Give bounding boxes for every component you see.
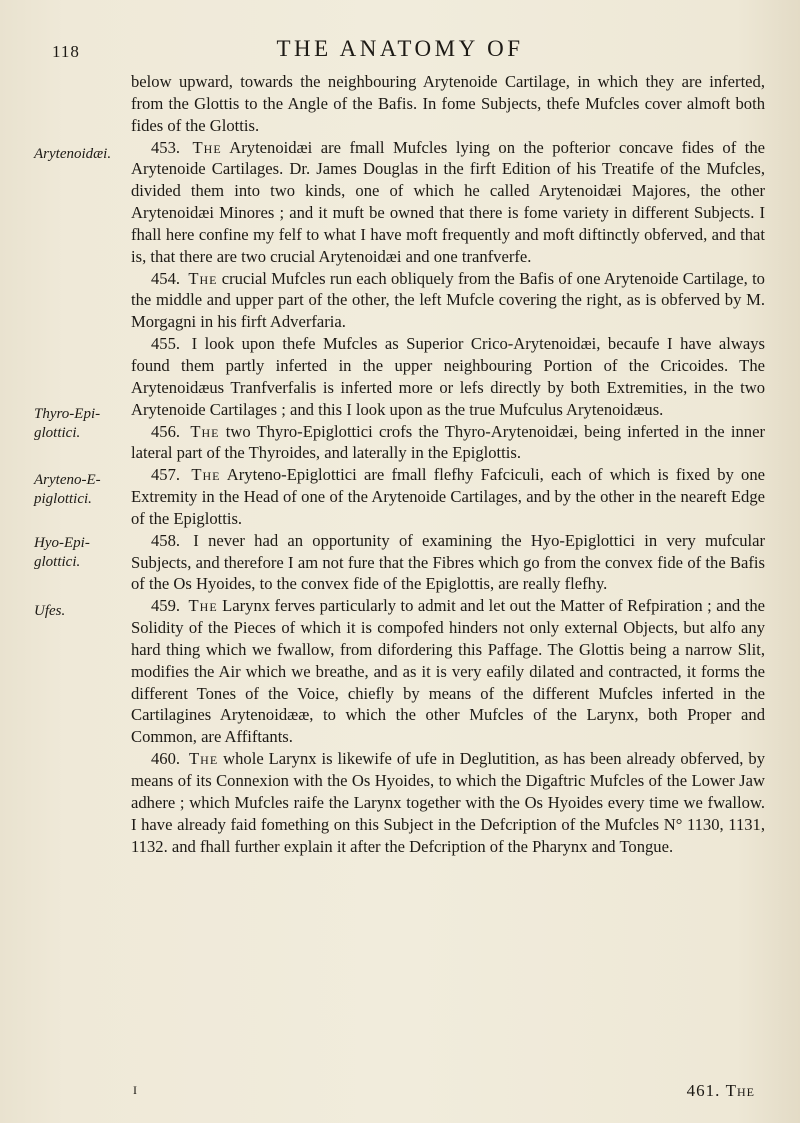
paragraph-text: crucial Mufcles run each obliquely from the Bafis of one Arytenoide Cartilage, to the middle and upper part of the other, the left Mufcle covering the right, as is obferved by M. Morgagni in his firft Adverfaria. (131, 268, 765, 332)
body-text (131, 71, 765, 857)
margin-note-aryteno-epiglottici: Aryteno-E-piglottici. (34, 472, 101, 507)
paragraph-number: 458. (151, 530, 181, 550)
paragraph-454 (131, 268, 765, 334)
paragraph-459 (131, 595, 765, 748)
paragraph-continued (131, 71, 765, 137)
paragraph-text: I look upon thefe Mufcles as Superior Crico-Arytenoidæi, becaufe I have always found them partly inferted in the upper neighbouring Portion of the Cricoides. The Arytenoidæus Tranfverfalis is inferted more or lefs directly by both Extremities, in the two Arytenoide Cartilages ; and this I look upon as the true Mufculus Arytenoidæus. (131, 334, 765, 419)
paragraph-lead-word: The (190, 421, 220, 441)
paragraph-457 (131, 464, 765, 530)
margin-note-arytenoidaei: Arytenoidæi. (34, 146, 112, 162)
signature-mark: I (133, 1083, 137, 1097)
paragraph-number: 454. (151, 268, 181, 288)
paragraph-number: 456. (151, 421, 181, 441)
margin-note-thyro-epiglottici: Thyro-Epi-glottici. (34, 406, 101, 441)
paragraph-text: below upward, towards the neighbouring Arytenoide Cartilage, in which they are inferted, from the Glottis to the Angle of the Bafis. In fome Subjects, thefe Mufcles cover almoft both fides of the Glottis. (131, 72, 765, 135)
paragraph-text: Arytenoidæi are fmall Mufcles lying on the pofterior concave fides of the Arytenoide Cartilages. Dr. James Douglas in the firft Edition of his Treatife of the Mufcles, divided them into two kinds, one of which he called Arytenoidæi Majores, the other Arytenoidæi Minores ; and it muft be owned that there is fome variety in different Subjects. I fhall here confine my felf to what I have moft frequently and moft diftinctly obferved, and that is, that there are two crucial Arytenoidæi and one tranfverfe. (131, 137, 765, 266)
paragraph-460 (131, 748, 765, 857)
paragraph-text: I never had an opportunity of examining the Hyo-Epiglottici in very mufcular Subjects, and therefore I am not fure that the Fibres which go from the convex fide of the Bafis of the Os Hyoides, to the convex fide of the Epiglottis, are really flefhy. (131, 530, 765, 594)
page-header (0, 36, 800, 66)
margin-note-hyo-epiglottici: Hyo-Epi-glottici. (34, 535, 90, 570)
paragraph-number: 460. (151, 749, 181, 769)
catchword (687, 1081, 755, 1101)
paragraph-text: two Thyro-Epiglottici crofs the Thyro-Arytenoidæi, being inferted in the inner lateral part of the Thyroides, and laterally in the Epiglottis. (131, 421, 765, 463)
margin-note-uses: Ufes. (34, 603, 66, 619)
paragraph-lead-word: The (188, 268, 218, 288)
paragraph-lead-word: The (189, 749, 219, 769)
paragraph-number: 457. (151, 465, 181, 485)
page-number: 118 (52, 42, 80, 61)
paragraph-lead-word: The (188, 596, 218, 616)
paragraph-number: 455. (151, 334, 181, 354)
running-head: THE ANATOMY OF (276, 36, 524, 61)
paragraph-text: Aryteno-Epiglottici are fmall flefhy Fafciculi, each of which is fixed by one Extremity in the Head of one of the Arytenoide Cartilages, and by the other in the neareft Edge of the Epiglottis. (131, 465, 766, 528)
catchword-number: 461. (686, 1081, 721, 1100)
page-footer (131, 1081, 765, 1105)
paragraph-453 (131, 137, 765, 268)
paragraph-lead-word: The (192, 137, 222, 157)
paragraph-458 (131, 530, 765, 596)
paragraph-number: 453. (151, 137, 181, 157)
paragraph-456 (131, 421, 765, 465)
paragraph-number: 459. (151, 596, 181, 616)
catchword-word: The (725, 1081, 755, 1100)
paragraph-455 (131, 333, 765, 420)
paragraph-text: Larynx ferves particularly to admit and let out the Matter of Refpiration ; and the Solidity of the Pieces of which it is compofed hinders not only external Objects, but alfo any hard thing which we fwallow, from difordering this Paffage. The Glottis being a narrow Slit, modifies the Air which we breathe, and as it is very eafily dilated and contracted, it forms the different Tones of the Voice, chiefly by means of the different Mufcles inferted in the Cartilagines Arytenoidææ, to which the other Mufcles of the Larynx, both Proper and Common, are Affiftants. (131, 596, 765, 747)
paragraph-text: whole Larynx is likewife of ufe in Deglutition, as has been already obferved, by means of its Connexion with the Os Hyoides, to which the Digaftric Mufcles of the Lower Jaw adhere ; which Mufcles raife the Larynx together with the Os Hyoides every time we fwallow. I have already faid fomething on this Subject in the Defcription of the Mufcles N° 1130, 1131, 1132. and fhall further explain it after the Defcription of the Pharynx and Tongue. (131, 749, 765, 856)
paragraph-lead-word: The (191, 465, 221, 485)
